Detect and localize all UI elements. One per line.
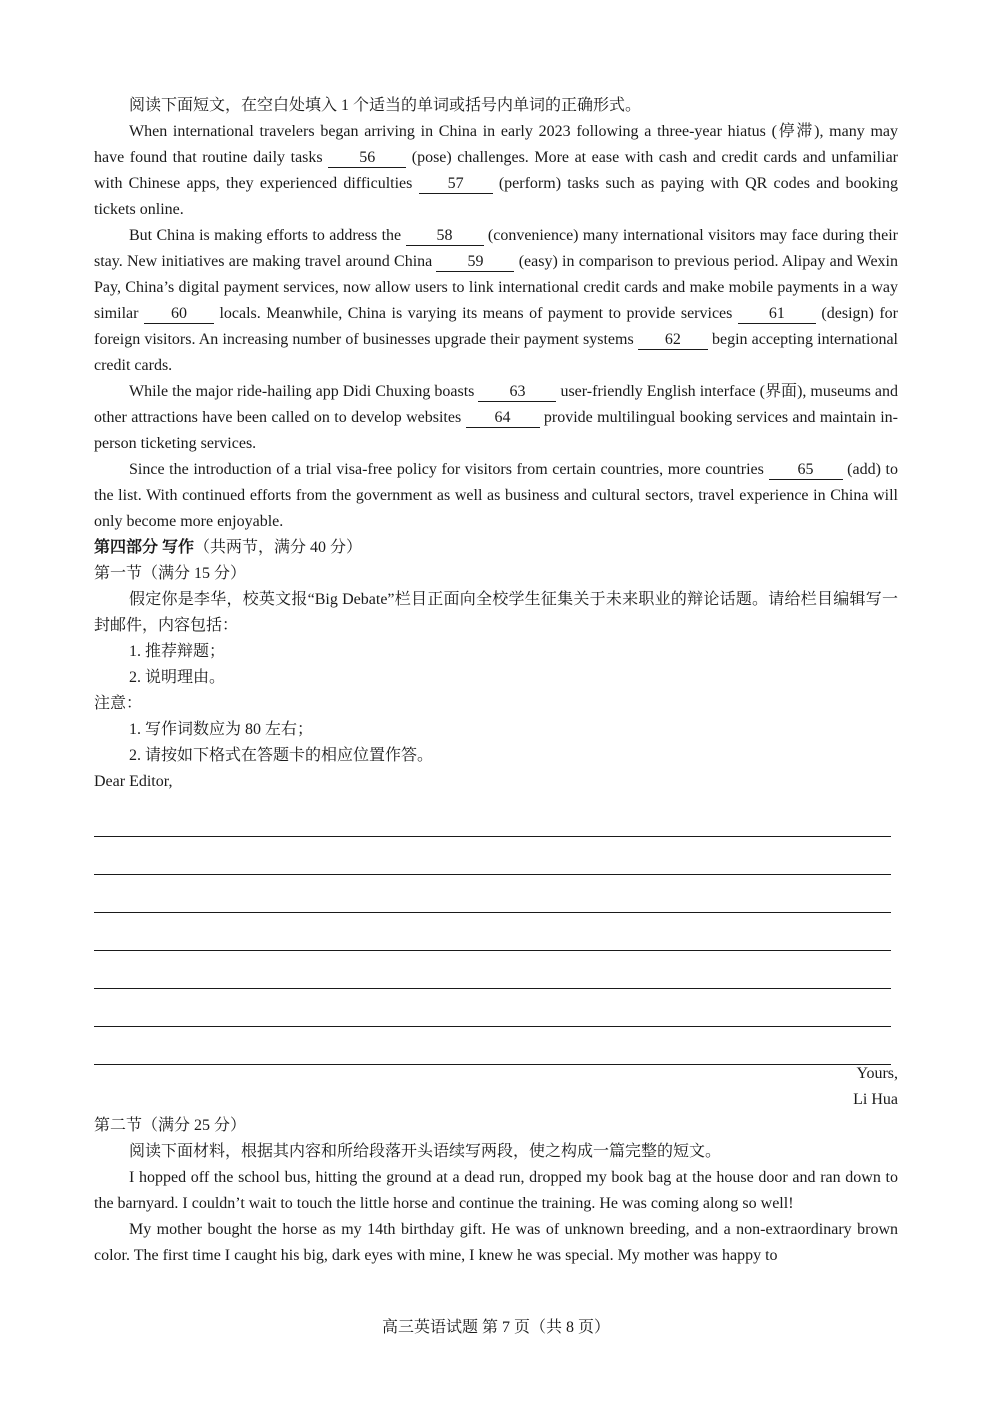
part2-title: 第二节（满分 25 分）: [94, 1117, 247, 1134]
page-footer: 高三英语试题 第 7 页（共 8 页）: [381, 1319, 610, 1336]
story-paragraph-1: I hopped off the school bus, hitting the ground at a dead run, dropped my book bag at the house door and ran down to the barnyard. I couldn’t wait to touch the little horse and continue the training. He was coming along so well!: [94, 1169, 898, 1212]
blank-59[interactable]: 59: [436, 253, 514, 272]
blank-56[interactable]: 56: [328, 149, 406, 168]
note-item-1: 1. 写作词数应为 80 左右；: [129, 721, 314, 738]
writing-line[interactable]: [94, 989, 891, 1027]
task-item-2: 2. 说明理由。: [129, 669, 226, 686]
writing-line[interactable]: [94, 951, 891, 989]
writing-task: 假定你是李华，校英文报“Big Debate”栏目正面向全校学生征集关于未来职业的辩论话题。请给栏目编辑写一封邮件，内容包括：: [94, 591, 898, 634]
passage-paragraph-4: Since the introduction of a trial visa-free policy for visitors from certain countries, more countries 65 (add) to the list. With continued efforts from the government as well as business and cultural sectors, travel experience in China will only become more enjoyable.: [94, 461, 899, 530]
task-item-1: 1. 推荐辩题；: [129, 643, 226, 660]
blank-64[interactable]: 64: [466, 409, 540, 428]
note-label: 注意：: [94, 695, 143, 712]
exam-page: [94, 93, 898, 1269]
blank-63[interactable]: 63: [478, 383, 556, 402]
blank-60[interactable]: 60: [144, 305, 214, 324]
writing-line[interactable]: [94, 875, 891, 913]
closing: Yours,: [856, 1065, 898, 1082]
writing-lines: [94, 799, 898, 1061]
section4-heading: 第四部分 写作（共两节，满分 40 分）: [94, 539, 363, 556]
blank-62[interactable]: 62: [638, 331, 708, 350]
salutation: Dear Editor,: [94, 773, 173, 790]
part2-instruction: 阅读下面材料，根据其内容和所给段落开头语续写两段，使之构成一篇完整的短文。: [129, 1143, 722, 1160]
note-item-2: 2. 请按如下格式在答题卡的相应位置作答。: [129, 747, 434, 764]
passage-paragraph-3: While the major ride-hailing app Didi Chuxing boasts 63 user-friendly English interface (界面), museums and other attractions have been called on to develop websites 64 provide multilingual booking services and maintain in-person ticketing services.: [94, 383, 898, 452]
blank-57[interactable]: 57: [419, 175, 493, 194]
writing-line[interactable]: [94, 837, 891, 875]
part1-title: 第一节（满分 15 分）: [94, 565, 247, 582]
writing-line[interactable]: [94, 913, 891, 951]
passage-paragraph-1: When international travelers began arriving in China in early 2023 following a three-year hiatus (停滞), many may have found that routine daily tasks 56 (pose) challenges. More at ease with cash and credit cards and unfamiliar with Chinese apps, they experienced difficulties 57 (perform) tasks such as paying with QR codes and booking tickets online.: [94, 123, 899, 218]
writing-line[interactable]: [94, 1027, 891, 1065]
blank-61[interactable]: 61: [738, 305, 816, 324]
blank-58[interactable]: 58: [406, 227, 484, 246]
signature: Li Hua: [853, 1091, 898, 1108]
passage-paragraph-2: But China is making efforts to address the 58 (convenience) many international visitors may face during their stay. New initiatives are making travel around China 59 (easy) in comparison to previous period. Alipay and Wexin Pay, China’s digital payment services, now allow users to link international credit cards and make mobile payments in a way similar 60 locals. Meanwhile, China is varying its means of payment to provide services 61 (design) for foreign visitors. An increasing number of businesses upgrade their payment systems 62 begin accepting international credit cards.: [94, 227, 899, 374]
section3-instruction: 阅读下面短文，在空白处填入 1 个适当的单词或括号内单词的正确形式。: [129, 97, 642, 114]
story-paragraph-2: My mother bought the horse as my 14th birthday gift. He was of unknown breeding, and a non-extraordinary brown color. The first time I caught his big, dark eyes with mine, I knew he was special. My mother was happy to: [94, 1221, 898, 1264]
writing-line[interactable]: [94, 799, 891, 837]
blank-65[interactable]: 65: [769, 461, 843, 480]
